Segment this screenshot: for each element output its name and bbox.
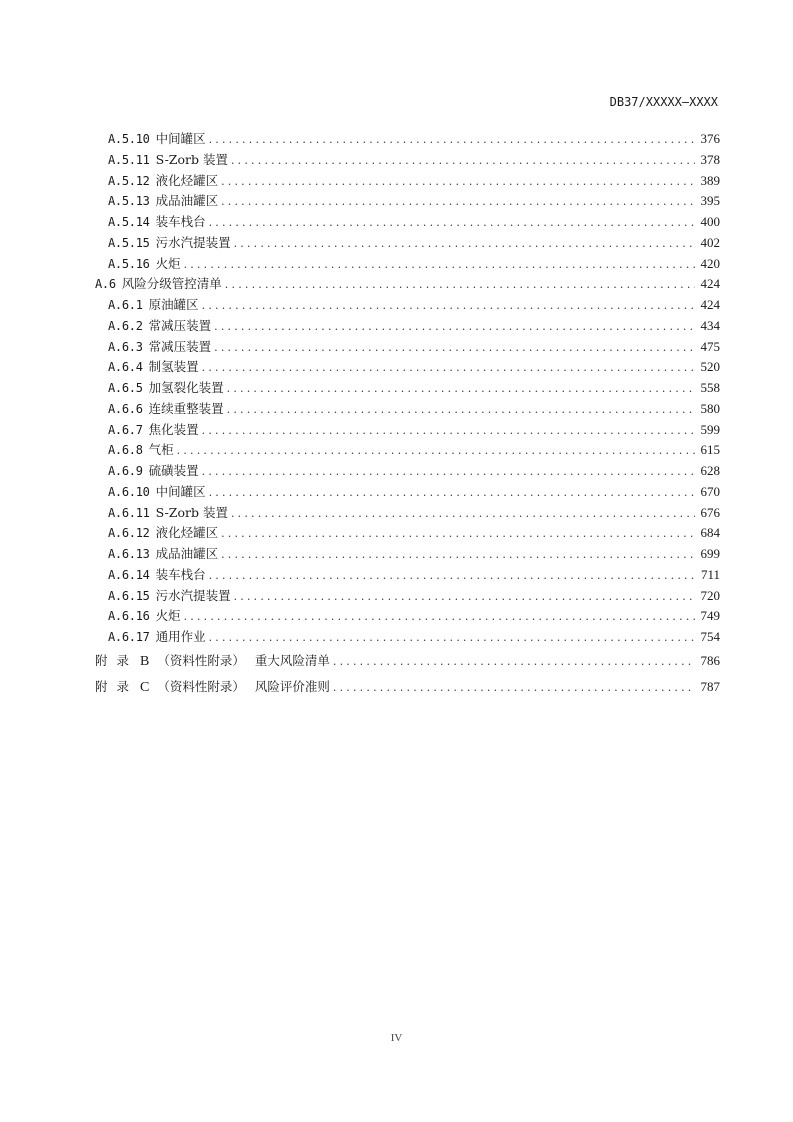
toc-entry-page: 558 — [700, 380, 720, 395]
toc-entry-page: 699 — [700, 546, 720, 561]
toc-entry-title: 焦化装置 — [148, 421, 199, 437]
dot-leader — [227, 379, 695, 400]
toc-entry-title: 装车栈台 — [155, 566, 206, 582]
toc-entry[interactable] — [95, 295, 720, 316]
dot-leader — [202, 358, 695, 379]
toc-entry-number: A.6.13 — [108, 547, 150, 561]
dot-leader — [209, 483, 695, 504]
toc-entry-title: 火炬 — [155, 608, 181, 624]
toc-entry-title: 液化烃罐区 — [155, 172, 219, 188]
toc-entry-title: 制氢装置 — [148, 359, 199, 375]
dot-leader — [184, 255, 695, 276]
toc-entry-page: 580 — [700, 400, 720, 416]
toc-entry-page: 670 — [700, 483, 720, 499]
toc-entry-number: A.6.17 — [108, 630, 150, 644]
table-of-contents — [95, 129, 720, 700]
toc-entry[interactable] — [95, 171, 720, 192]
toc-entry-number: A.6.9 — [108, 464, 143, 478]
toc-entry[interactable] — [95, 503, 720, 524]
toc-entry-number: A.6.11 — [108, 505, 150, 520]
dot-leader — [234, 234, 695, 255]
toc-entry-number: A.6.12 — [108, 526, 150, 541]
toc-entry[interactable] — [95, 523, 720, 544]
dot-leader — [333, 675, 695, 701]
toc-entry-number: A.6.5 — [108, 381, 143, 395]
toc-entry-page: 434 — [700, 317, 720, 333]
dot-leader — [209, 213, 695, 234]
toc-entry-title: 原油罐区 — [148, 297, 199, 312]
toc-entry[interactable] — [95, 586, 720, 607]
document-code-header: DB37/XXXXX—XXXX — [609, 95, 718, 109]
toc-entry-title: 中间罐区 — [155, 131, 206, 146]
toc-entry-page: 420 — [700, 255, 720, 271]
dot-leader — [221, 172, 695, 193]
dot-leader — [209, 628, 695, 649]
toc-entry-number: A.5.16 — [108, 256, 150, 271]
toc-entry[interactable] — [95, 357, 720, 378]
toc-entry-number: A.5.15 — [108, 235, 150, 250]
appendix-title: 重大风险清单 — [254, 652, 330, 668]
toc-entry[interactable] — [95, 150, 720, 171]
toc-entry-number: A.6.7 — [108, 422, 143, 437]
toc-entry-page: 424 — [700, 276, 720, 292]
toc-entry-number: A.5.10 — [108, 132, 150, 146]
dot-leader — [231, 504, 695, 525]
dot-leader — [221, 524, 695, 545]
dot-leader — [209, 130, 695, 151]
toc-entry-number: A.6.8 — [108, 443, 143, 458]
toc-entry[interactable] — [95, 233, 720, 254]
toc-entry-page: 424 — [700, 297, 720, 312]
toc-entry-number: A.6.6 — [108, 401, 143, 416]
toc-entry-number: A.6.1 — [108, 298, 143, 312]
dot-leader — [202, 296, 695, 317]
toc-entry[interactable] — [95, 274, 720, 295]
toc-entry-page: 376 — [700, 131, 720, 146]
appendix-note: （资料性附录） — [157, 652, 245, 668]
dot-leader — [234, 587, 695, 608]
toc-entry-number: A.6.2 — [108, 318, 143, 333]
toc-entry-number: A.6 — [95, 277, 116, 292]
toc-entry[interactable] — [95, 420, 720, 441]
toc-entry-page: 520 — [700, 359, 720, 375]
toc-entry-page: 676 — [700, 504, 720, 520]
toc-entry-title: 火炬 — [155, 255, 181, 271]
dot-leader — [214, 317, 695, 338]
toc-entry-page: 400 — [700, 214, 720, 229]
dot-leader — [227, 400, 695, 421]
toc-entry-page: 754 — [700, 629, 720, 644]
toc-entry[interactable] — [95, 565, 720, 586]
toc-entry[interactable] — [95, 337, 720, 358]
dot-leader — [209, 566, 695, 587]
toc-entry-title: S-Zorb 装置 — [155, 504, 228, 520]
toc-entry-page: 615 — [700, 442, 720, 458]
toc-entry-page: 749 — [700, 608, 720, 624]
toc-entry-number: A.6.3 — [108, 339, 143, 354]
toc-entry-number: A.6.10 — [108, 484, 150, 499]
toc-entry[interactable] — [95, 627, 720, 648]
toc-entry-page: 395 — [700, 193, 720, 209]
page-number: IV — [390, 1032, 403, 1044]
appendix-note: （资料性附录） — [157, 678, 245, 694]
dot-leader — [214, 338, 695, 359]
toc-entry-page: 628 — [700, 463, 720, 478]
toc-entry-title: 连续重整装置 — [148, 400, 224, 416]
toc-entry[interactable] — [95, 606, 720, 627]
appendix-prefix: 附录 — [95, 678, 139, 694]
toc-entry[interactable] — [95, 544, 720, 565]
toc-entry[interactable] — [95, 316, 720, 337]
toc-entry-title: 常减压装置 — [148, 338, 212, 354]
toc-entry-title: 成品油罐区 — [155, 546, 219, 561]
toc-entry-title: 硫磺装置 — [148, 463, 199, 478]
toc-entry-title: 通用作业 — [155, 629, 206, 644]
dot-leader — [184, 607, 695, 628]
toc-appendix-entry[interactable] — [95, 674, 720, 700]
toc-entry-title: 常减压装置 — [148, 317, 212, 333]
toc-entry-page: 402 — [700, 234, 720, 250]
toc-entry-number: A.6.14 — [108, 567, 150, 582]
toc-entry-number: A.6.16 — [108, 609, 150, 624]
toc-entry-page: 720 — [700, 587, 720, 603]
toc-entry-title: 污水汽提装置 — [155, 234, 231, 250]
toc-entry-title: 中间罐区 — [155, 483, 206, 499]
toc-entry-number: A.6.4 — [108, 360, 143, 375]
appendix-letter: C — [140, 679, 150, 695]
toc-entry[interactable] — [95, 191, 720, 212]
toc-entry-page: 711 — [700, 566, 720, 582]
toc-appendix-entry[interactable] — [95, 648, 720, 674]
dot-leader — [202, 421, 695, 442]
toc-entry[interactable] — [95, 399, 720, 420]
dot-leader — [177, 441, 695, 462]
toc-entry-number: A.5.11 — [108, 152, 150, 167]
toc-entry-number: A.5.12 — [108, 173, 150, 188]
appendix-page: 786 — [700, 652, 720, 668]
toc-entry[interactable] — [95, 254, 720, 275]
toc-entry-title: 气柜 — [148, 442, 174, 458]
toc-entry[interactable] — [95, 129, 720, 150]
toc-entry-title: 风险分级管控清单 — [121, 276, 222, 292]
appendix-letter: B — [140, 653, 150, 669]
toc-entry-title: 污水汽提装置 — [155, 587, 231, 603]
dot-leader — [333, 649, 695, 675]
toc-entry-number: A.6.15 — [108, 588, 150, 603]
toc-entry[interactable] — [95, 212, 720, 233]
toc-entry-page: 599 — [700, 421, 720, 437]
toc-entry-number: A.5.14 — [108, 215, 150, 229]
dot-leader — [221, 545, 695, 566]
toc-entry-page: 684 — [700, 525, 720, 541]
toc-entry-title: S-Zorb 装置 — [155, 151, 228, 167]
toc-entry-title: 装车栈台 — [155, 214, 206, 229]
dot-leader — [231, 151, 695, 172]
dot-leader — [221, 192, 695, 213]
toc-entry[interactable] — [95, 461, 720, 482]
dot-leader — [225, 275, 695, 296]
toc-entry-page: 378 — [700, 151, 720, 167]
toc-entry-page: 389 — [700, 172, 720, 188]
toc-entry-title: 加氢裂化装置 — [148, 380, 224, 395]
toc-entry-page: 475 — [700, 338, 720, 354]
appendix-page: 787 — [700, 678, 720, 694]
toc-entry[interactable] — [95, 440, 720, 461]
dot-leader — [202, 462, 695, 483]
appendix-title: 风险评价准则 — [254, 678, 330, 694]
toc-entry-number: A.5.13 — [108, 194, 150, 209]
toc-entry[interactable] — [95, 482, 720, 503]
toc-entry-title: 成品油罐区 — [155, 193, 219, 209]
toc-entry-title: 液化烃罐区 — [155, 525, 219, 541]
toc-entry[interactable] — [95, 378, 720, 399]
appendix-prefix: 附录 — [95, 652, 139, 668]
